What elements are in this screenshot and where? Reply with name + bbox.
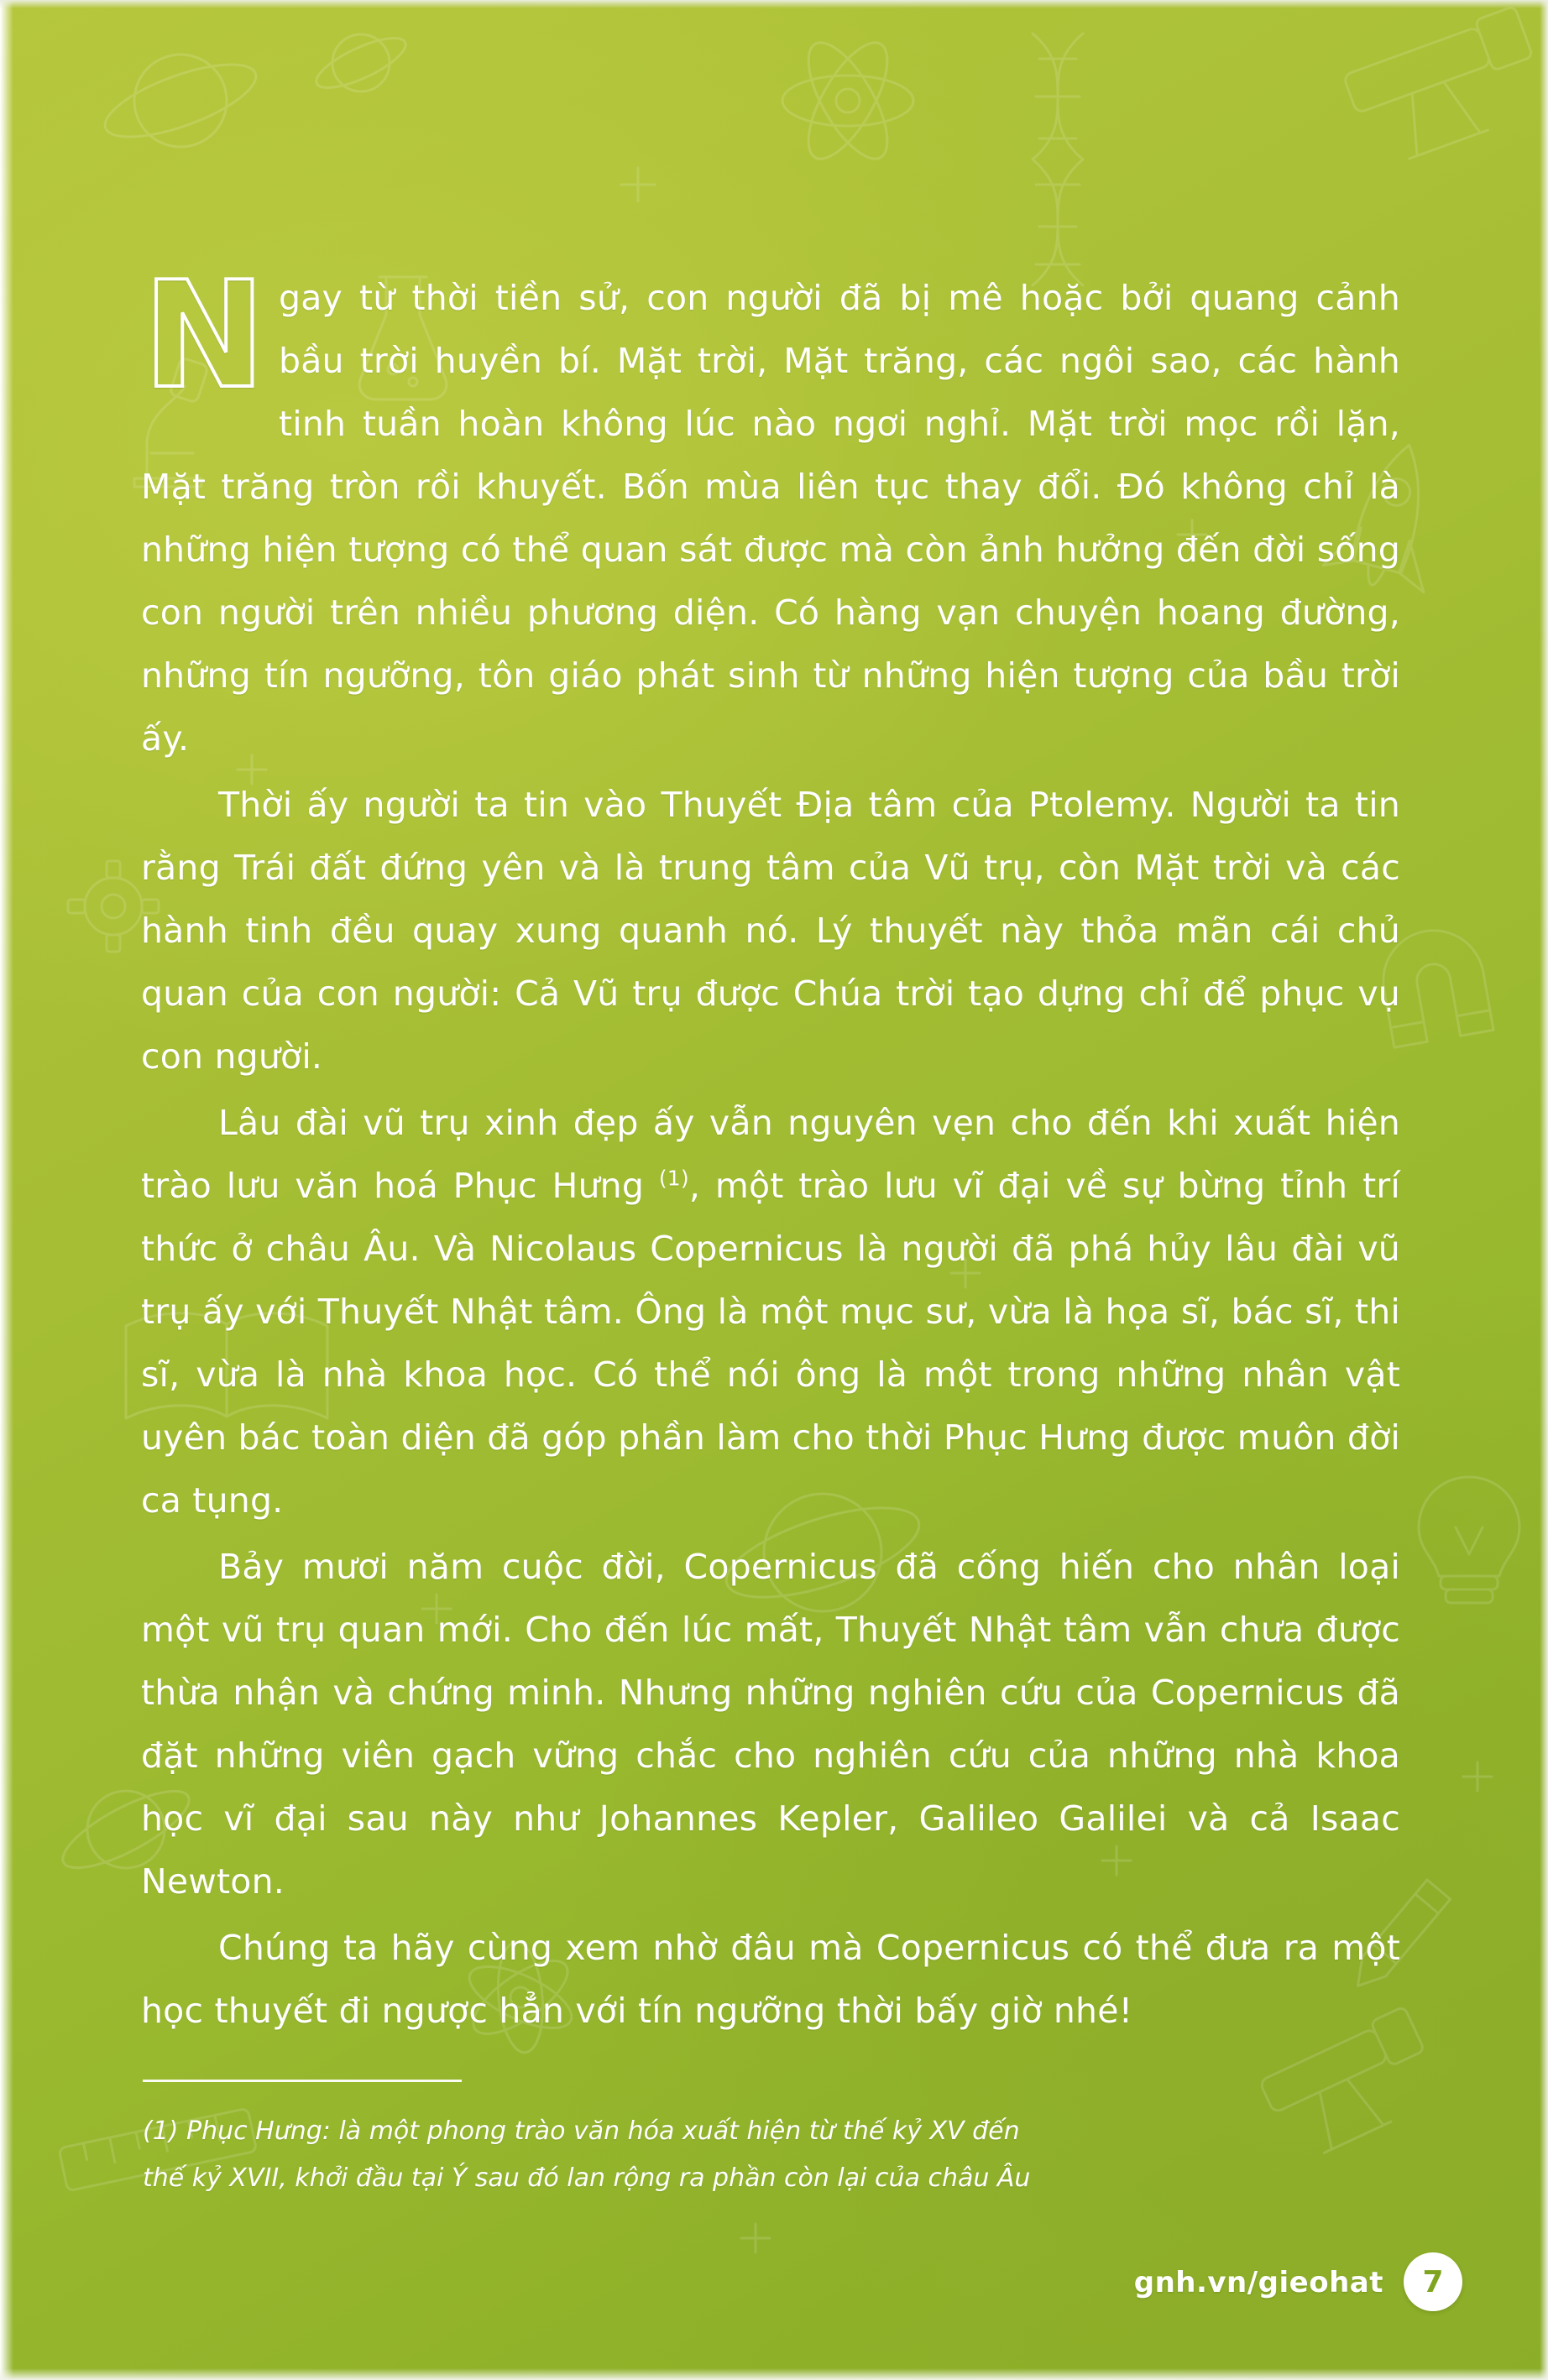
- paragraph-5-text: Chúng ta hãy cùng xem nhờ đâu mà Copernicus có thể đưa ra một học thuyết đi ngược hẳn với tín ngưỡng thời bấy giờ nhé!: [141, 1928, 1400, 2031]
- scan-edge-right: [1540, 0, 1548, 2380]
- body-text-column: [141, 267, 1400, 2046]
- scan-edge-top: [0, 0, 1548, 8]
- scan-edge-bottom: [0, 2368, 1548, 2380]
- drop-cap-n: [141, 270, 267, 413]
- page-number-badge: 7: [1404, 2252, 1462, 2311]
- paragraph-1: [141, 267, 1400, 770]
- paragraph-5: [141, 1917, 1400, 2043]
- paragraph-2: [141, 774, 1400, 1088]
- footnote-text: (1) Phục Hưng: là một phong trào văn hóa xuất hiện từ thế kỷ XV đến thế kỷ XVII, khởi đầu tại Ý sau đó lan rộng ra phần còn lại của châu Âu: [143, 2116, 1031, 2193]
- scan-edge-left: [0, 0, 13, 2380]
- footnote-reference-1[interactable]: (1): [658, 1166, 689, 1191]
- paragraph-4-text: Bảy mươi năm cuộc đời, Copernicus đã cống hiến cho nhân loại một vũ trụ quan mới. Cho đến lúc mất, Thuyết Nhật tâm vẫn chưa được thừa nhận và chứng minh. Nhưng những nghiên cứu của Copernicus đã đặt những viên gạch vững chắc cho nghiên cứu của những nhà khoa học vĩ đại sau này như Johannes Kepler, Galileo Galilei và cả Isaac Newton.: [141, 1547, 1400, 1902]
- footnote-divider: [143, 2080, 462, 2082]
- paragraph-3: [141, 1092, 1400, 1532]
- paragraph-2-text: Thời ấy người ta tin vào Thuyết Địa tâm của Ptolemy. Người ta tin rằng Trái đất đứng yên và là trung tâm của Vũ trụ, còn Mặt trời và các hành tinh đều quay xung quanh nó. Lý thuyết này thỏa mãn cái chủ quan của con người: Cả Vũ trụ được Chúa trời tạo dựng chỉ để phục vụ con người.: [141, 785, 1400, 1077]
- drop-cap-glyph: N: [143, 270, 266, 413]
- paragraph-3-text-before-ref: Lâu đài vũ trụ xinh đẹp ấy vẫn nguyên vẹn cho đến khi xuất hiện trào lưu văn hoá Phục Hưng: [141, 1103, 1400, 1206]
- paragraph-3-text-after-ref: , một trào lưu vĩ đại về sự bừng tỉnh trí thức ở châu Âu. Và Nicolaus Copernicus là người đã phá hủy lâu đài vũ trụ ấy với Thuyết Nhật tâm. Ông là một mục sư, vừa là họa sĩ, bác sĩ, thi sĩ, vừa là nhà khoa học. Có thể nói ông là một trong những nhân vật uyên bác toàn diện đã góp phần làm cho thời Phục Hưng được muôn đời ca tụng.: [141, 1166, 1400, 1521]
- paragraph-1-text: gay từ thời tiền sử, con người đã bị mê hoặc bởi quang cảnh bầu trời huyền bí. Mặt trời, Mặt trăng, các ngôi sao, các hành tinh tuần hoàn không lúc nào ngơi nghỉ. Mặt trời mọc rồi lặn, Mặt trăng tròn rồi khuyết. Bốn mùa liên tục thay đổi. Đó không chỉ là những hiện tượng có thể quan sát được mà còn ảnh hưởng đến đời sống con người trên nhiều phương diện. Có hàng vạn chuyện hoang đường, những tín ngưỡng, tôn giáo phát sinh từ những hiện tượng của bầu trời ấy.: [141, 278, 1400, 759]
- footer-website[interactable]: gnh.vn/gieohat: [1133, 2266, 1383, 2299]
- paragraph-4: [141, 1536, 1400, 1913]
